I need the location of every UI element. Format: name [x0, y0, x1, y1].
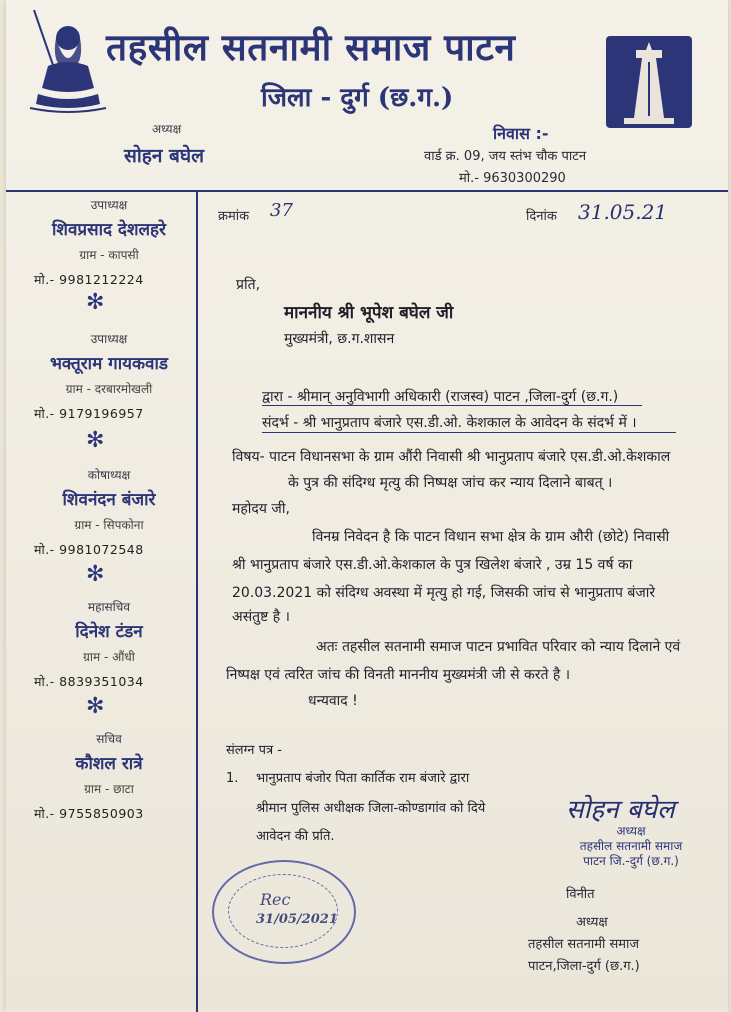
star-separator-icon: ✻: [86, 694, 105, 719]
recipient: माननीय श्री भूपेश बघेल जी: [284, 303, 454, 323]
letter-page: [6, 0, 728, 1012]
received-stamp: Rec 31/05/2021: [212, 860, 356, 964]
sidebar-member: उपाध्यक्ष शिवप्रसाद देशलहरे ग्राम - कापसी मो.- 9981212224: [34, 198, 167, 287]
star-separator-icon: ✻: [86, 428, 105, 453]
address: वार्ड क्र. 09, जय स्तंभ चौक पाटन: [424, 149, 587, 164]
recipient-title: मुख्यमंत्री, छ.ग.शासन: [284, 331, 395, 347]
header-divider: [6, 190, 728, 192]
thanks: धन्यवाद !: [308, 693, 358, 709]
phone: मो.- 9630300290: [459, 171, 566, 186]
subject-line: विषय- पाटन विधानसभा के ग्राम औंरी निवासी श्री भानुप्रताप बंजारे एस.डी.ओ.केशकाल: [232, 449, 671, 465]
through-underline: [262, 405, 642, 406]
para-line: विनम्र निवेदन है कि पाटन विधान सभा क्षेत्र के ग्राम औरी (छोटे) निवासी: [312, 529, 670, 545]
date-value: 31.05.21: [578, 200, 668, 224]
to-label: प्रति,: [236, 277, 261, 293]
sidebar-member: कोषाध्यक्ष शिवनंदन बंजारे ग्राम - सिपकोना मो.- 9981072548: [34, 468, 156, 557]
closing: विनीत: [566, 887, 595, 902]
para-line: अतः तहसील सतनामी समाज पाटन प्रभावित परिवार को न्याय दिलाने एवं: [316, 639, 681, 655]
signature-stamp: अध्यक्ष तहसील सतनामी समाज पाटन जि.-दुर्ग (छ.ग.): [579, 824, 683, 868]
district-line: जिला - दुर्ग (छ.ग.): [261, 83, 454, 113]
sidebar-divider: [196, 192, 198, 1012]
enclosure-line: आवेदन की प्रति.: [256, 829, 335, 844]
president-name: सोहन बघेल: [124, 145, 204, 167]
president-label: अध्यक्ष: [152, 122, 182, 136]
guru-logo-icon: [28, 8, 108, 116]
jaitkham-tower-icon: [606, 36, 692, 128]
reference-underline: [262, 432, 676, 433]
sidebar-member: सचिव कौशल रात्रे ग्राम - छाटा मो.- 9755850903: [34, 732, 144, 821]
sidebar-member: उपाध्यक्ष भक्तूराम गायकवाड ग्राम - दरबारमोखली मो.- 9179196957: [34, 332, 169, 421]
enclosure-label: संलग्न पत्र -: [226, 743, 282, 758]
enclosure-line: भानुप्रताप बंजोर पिता कार्तिक राम बंजारे द्वारा: [256, 771, 470, 786]
enclosure-line: श्रीमान पुलिस अधीक्षक जिला-कोण्डागांव को दिये: [256, 801, 486, 816]
star-separator-icon: ✻: [86, 562, 105, 587]
star-separator-icon: ✻: [86, 290, 105, 315]
para-line: 20.03.2021 को संदिग्ध अवस्था में मृत्यु हो गई, जिसकी जांच से भानुप्रताप बंजारे: [232, 585, 656, 601]
ref-value: 37: [270, 200, 293, 221]
salutation: महोदय जी,: [232, 501, 290, 517]
reference-line: संदर्भ - श्री भानुप्रताप बंजारे एस.डी.ओ. केशकाल के आवेदन के संदर्भ में ।: [262, 415, 637, 431]
sidebar-member: महासचिव दिनेश टंडन ग्राम - औंधी मो.- 8839351034: [34, 600, 144, 689]
signature-role: अध्यक्ष: [576, 915, 608, 930]
through-line: द्वारा - श्रीमान् अनुविभागी अधिकारी (राजस्व) पाटन ,जिला-दुर्ग (छ.ग.): [262, 389, 619, 405]
enclosure-number: 1.: [226, 771, 239, 786]
signature-place: पाटन,जिला-दुर्ग (छ.ग.): [528, 959, 640, 974]
para-line: श्री भानुप्रताप बंजारे एस.डी.ओ.केशकाल के पुत्र खिलेश बंजारे , उम्र 15 वर्ष का: [232, 557, 633, 573]
para-line: असंतुष्ट है ।: [232, 609, 290, 625]
residence-label: निवास :-: [493, 124, 549, 143]
subject-line: के पुत्र की संदिग्ध मृत्यु की निष्पक्ष जांच कर न्याय दिलाने बाबत् ।: [288, 475, 613, 491]
ref-label: क्रमांक: [218, 209, 250, 224]
org-title: तहसील सतनामी समाज पाटन: [106, 25, 516, 69]
handwritten-signature: सोहन बघेल: [566, 795, 675, 825]
date-label: दिनांक: [526, 209, 557, 224]
signature-org: तहसील सतनामी समाज: [528, 937, 640, 952]
para-line: निष्पक्ष एवं त्वरित जांच की विनती माननीय मुख्यमंत्री जी से करते है ।: [226, 667, 571, 683]
